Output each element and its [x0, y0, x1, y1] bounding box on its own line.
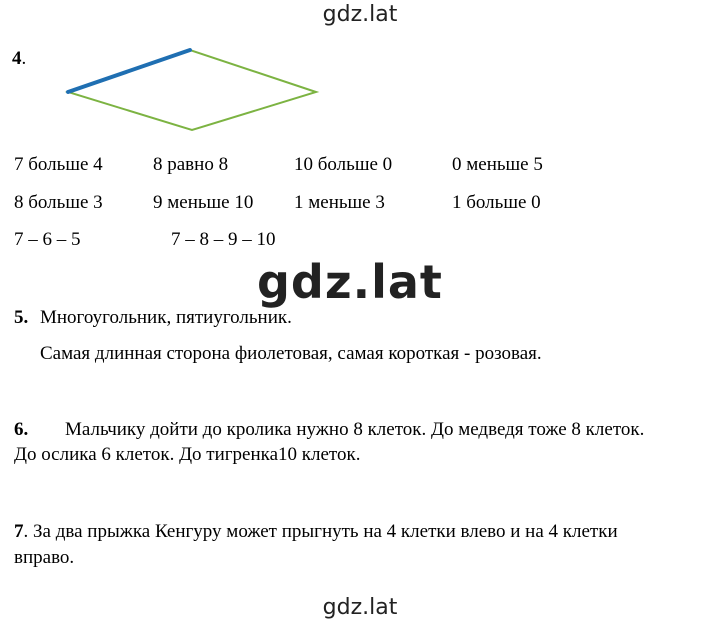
- task4-row1-item4: 0 меньше 5: [452, 154, 543, 175]
- rhombus-highlighted-side: [68, 50, 190, 92]
- task5-line2: Самая длинная сторона фиолетовая, самая короткая - розовая.: [40, 343, 542, 364]
- task4-number-line: [12, 48, 26, 70]
- task5-line1: Многоугольник, пятиугольник.: [40, 307, 292, 328]
- rhombus-outline: [68, 50, 316, 130]
- task7-line1-wrap: [14, 521, 618, 543]
- task4-row3-item1: 7 – 6 – 5: [14, 229, 81, 250]
- task6-number: 6.: [14, 419, 29, 440]
- watermark-bottom: gdz.lat: [322, 595, 398, 620]
- task6-line1: Мальчику дойти до кролика нужно 8 клеток. До медведя тоже 8 клеток.: [65, 419, 645, 440]
- task4-row1-item2: 8 равно 8: [153, 154, 229, 175]
- task4-number: 4: [12, 48, 22, 69]
- rhombus-figure: [60, 42, 330, 137]
- task7-number: 7: [14, 521, 24, 542]
- task4-row1-item1: 7 больше 4: [14, 154, 103, 175]
- task4-row2-item3: 1 меньше 3: [294, 192, 385, 213]
- watermark-middle: gdz.lat: [257, 255, 443, 309]
- task4-row3-item2: 7 – 8 – 9 – 10: [171, 229, 276, 250]
- task4-number-suffix: .: [21, 48, 27, 69]
- task6-line2: До ослика 6 клеток. До тигренка10 клеток.: [14, 444, 361, 465]
- task4-row1-item3: 10 больше 0: [294, 154, 393, 175]
- task4-row2-item2: 9 меньше 10: [153, 192, 254, 213]
- task4-row2-item4: 1 больше 0: [452, 192, 541, 213]
- task5-number: 5.: [14, 307, 29, 328]
- task4-row2-item1: 8 больше 3: [14, 192, 103, 213]
- watermark-top: gdz.lat: [322, 2, 398, 27]
- task7-line1: . За два прыжка Кенгуру может прыгнуть на 4 клетки влево и на 4 клетки: [23, 521, 618, 542]
- task7-line2: вправо.: [14, 547, 75, 568]
